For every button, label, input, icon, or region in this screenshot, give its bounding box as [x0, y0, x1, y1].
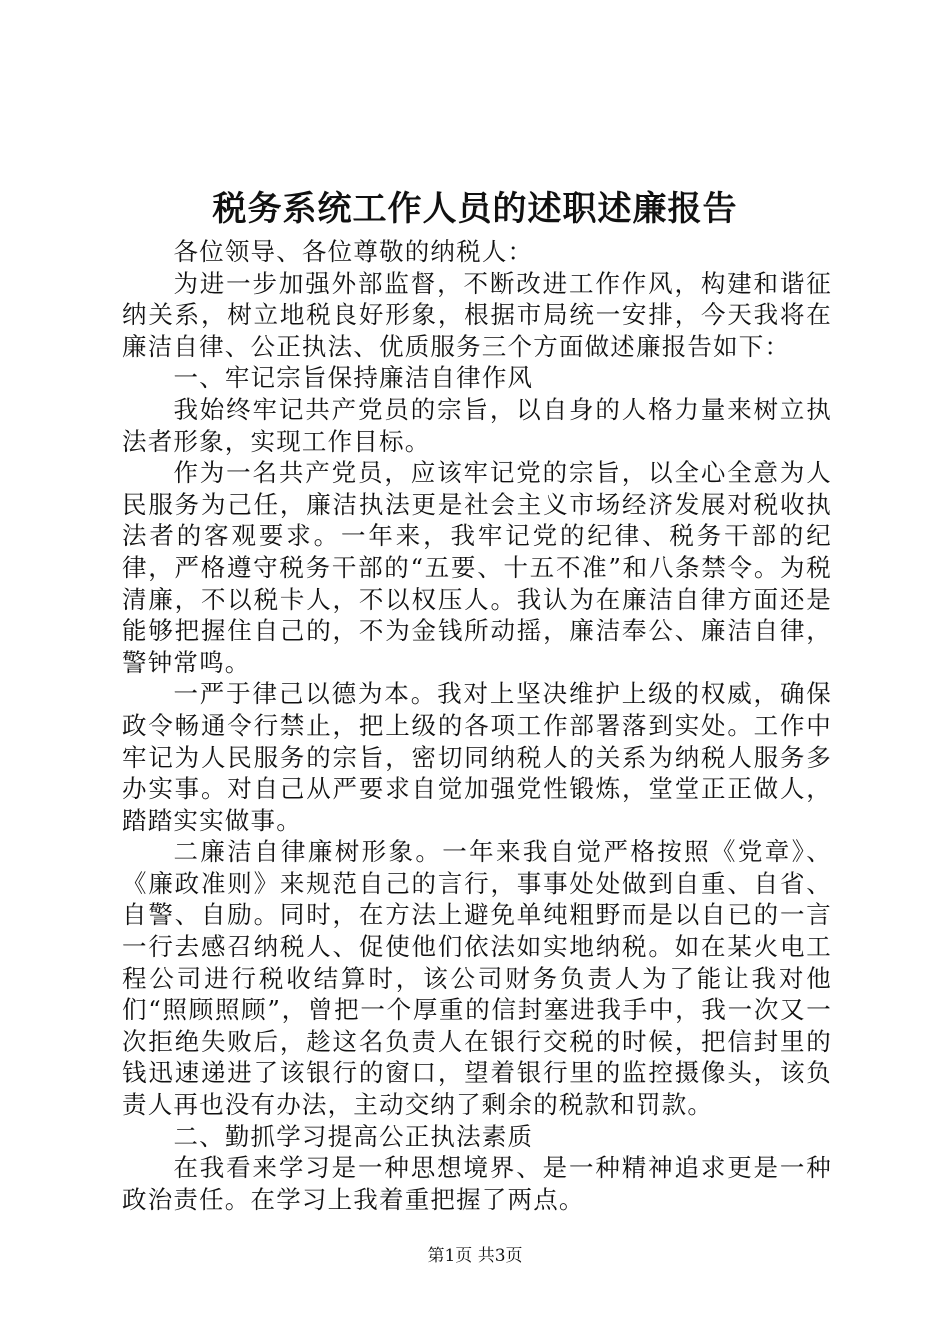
salutation: 各位领导、各位尊敬的纳税人：: [173, 237, 534, 266]
body-paragraph: 二廉洁自律廉树形象。一年来我自觉严格按照《党章》、《廉政准则》来规范自己的言行，事事处处做到自重、自省、自警、自励。同时，在方法上避免单纯粗野而是以自已的一言一行去感召纳税人、促使他们依法如实地纳税。如在某火电工程公司进行税收结算时，该公司财务负责人为了能让我对他们“照顾照顾”，曾把一个厚重的信封塞进我手中，我一次又一次拒绝失败后，趁这名负责人在银行交税的时候，把信封里的钱迅速递进了该银行的窗口，望着银行里的监控摄像头，该负责人再也没有办法，主动交纳了剩余的税款和罚款。: [122, 837, 832, 1120]
page-footer: 第1页 共3页: [427, 1246, 523, 1266]
document-body: [122, 236, 832, 1215]
body-paragraph: 一严于律己以德为本。我对上坚决维护上级的权威，确保政令畅通令行禁止，把上级的各项工作部署落到实处。工作中牢记为人民服务的宗旨，密切同纳税人的关系为纳税人服务多办实事。对自己从严要求自觉加强党性锻炼，堂堂正正做人，踏踏实实做事。: [122, 679, 832, 835]
body-paragraph: 作为一名共产党员，应该牢记党的宗旨，以全心全意为人民服务为己任，廉洁执法更是社会主义市场经济发展对税收执法者的客观要求。一年来，我牢记党的纪律、税务干部的纪律，严格遵守税务干部的“五要、十五不准”和八条禁令。为税清廉，不以税卡人，不以权压人。我认为在廉洁自律方面还是能够把握住自己的，不为金钱所动摇，廉洁奉公、廉洁自律，警钟常鸣。: [122, 458, 832, 677]
section-heading-1: 一、牢记宗旨保持廉洁自律作风: [173, 363, 534, 393]
intro-paragraph: 为进一步加强外部监督，不断改进工作作风，构建和谐征纳关系，树立地税良好形象，根据市局统一安排，今天我将在廉洁自律、公正执法、优质服务三个方面做述廉报告如下：: [122, 268, 832, 361]
body-paragraph: 在我看来学习是一种思想境界、是一种精神追求更是一种政治责任。在学习上我着重把握了两点。: [122, 1153, 832, 1214]
document-title: 税务系统工作人员的述职述廉报告: [212, 189, 738, 229]
body-paragraph: 我始终牢记共产党员的宗旨，以自身的人格力量来树立执法者形象，实现工作目标。: [122, 394, 832, 456]
section-heading-2: 二、勤抓学习提高公正执法素质: [173, 1121, 534, 1151]
